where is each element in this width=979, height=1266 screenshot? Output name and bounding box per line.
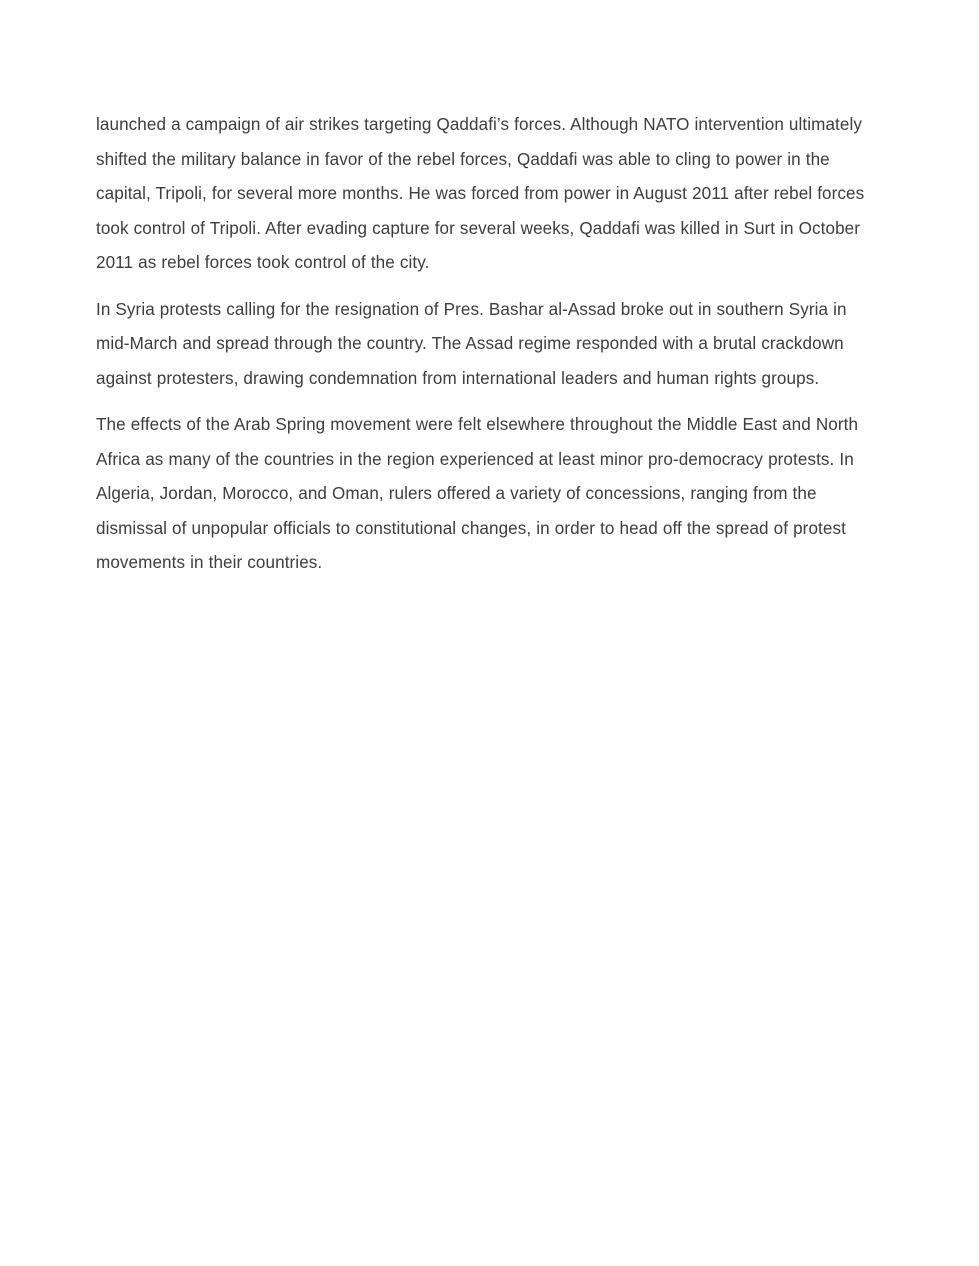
paragraph-1: launched a campaign of air strikes targeting Qaddafi’s forces. Although NATO intervention ultimately shifted the military balance in favor of the rebel forces, Qaddafi was able to cling to power in the capital, Tripoli, for several more months. He was forced from power in August 2011 after rebel forces took control of Tripoli. After evading capture for several weeks, Qaddafi was killed in Surt in October 2011 as rebel forces took control of the city. — [96, 115, 865, 272]
document-body — [96, 108, 871, 581]
paragraph-3: The effects of the Arab Spring movement were felt elsewhere throughout the Middle East and North Africa as many of the countries in the region experienced at least minor pro-democracy protests. In Algeria, Jordan, Morocco, and Oman, rulers offered a variety of concessions, ranging from the dismissal of unpopular officials to constitutional changes, in order to head off the spread of protest movements in their countries. — [96, 415, 859, 572]
paragraph-2: In Syria protests calling for the resignation of Pres. Bashar al-Assad broke out in southern Syria in mid-March and spread through the country. The Assad regime responded with a brutal crackdown against protesters, drawing condemnation from international leaders and human rights groups. — [96, 299, 847, 388]
